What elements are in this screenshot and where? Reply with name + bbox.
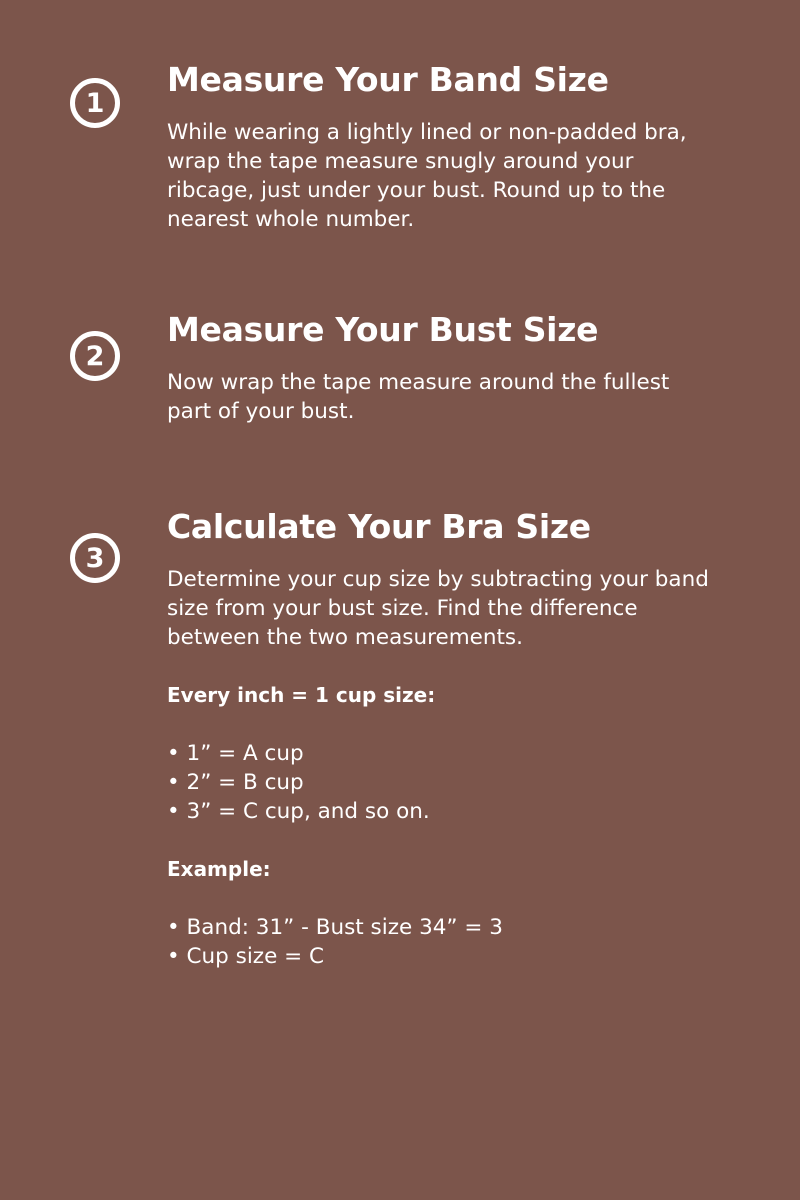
step-number: 2 [85, 340, 105, 372]
step-number-badge [70, 78, 120, 128]
step-description: Determine your cup size by subtracting your band size from your bust size. Find the difference between the two measurements. [167, 567, 709, 650]
spacer [167, 826, 717, 855]
example-item: • Band: 31” - Bust size 34” = 3 [167, 915, 503, 940]
step-description: Now wrap the tape measure around the fullest part of your bust. [167, 370, 670, 424]
step-description: While wearing a lightly lined or non-padded bra, wrap the tape measure snugly around your ribcage, just under your bust. Round up to the nearest whole number. [167, 120, 687, 232]
step-content [167, 565, 717, 971]
step-number: 3 [85, 542, 105, 574]
rule-item: • 1” = A cup [167, 741, 304, 766]
step-title: Measure Your Band Size [167, 60, 609, 99]
step-number: 1 [85, 87, 105, 119]
step-title: Calculate Your Bra Size [167, 507, 591, 546]
example-heading: Example: [167, 857, 271, 881]
spacer [167, 652, 717, 681]
rule-item: • 2” = B cup [167, 770, 304, 795]
rule-heading: Every inch = 1 cup size: [167, 683, 436, 707]
step-number-badge [70, 331, 120, 381]
example-item: • Cup size = C [167, 944, 325, 969]
rule-item: • 3” = C cup, and so on. [167, 799, 430, 824]
step-title: Measure Your Bust Size [167, 310, 599, 349]
example-list [167, 913, 717, 971]
spacer [167, 710, 717, 739]
rule-list [167, 739, 717, 826]
spacer [167, 884, 717, 913]
step-number-badge [70, 533, 120, 583]
